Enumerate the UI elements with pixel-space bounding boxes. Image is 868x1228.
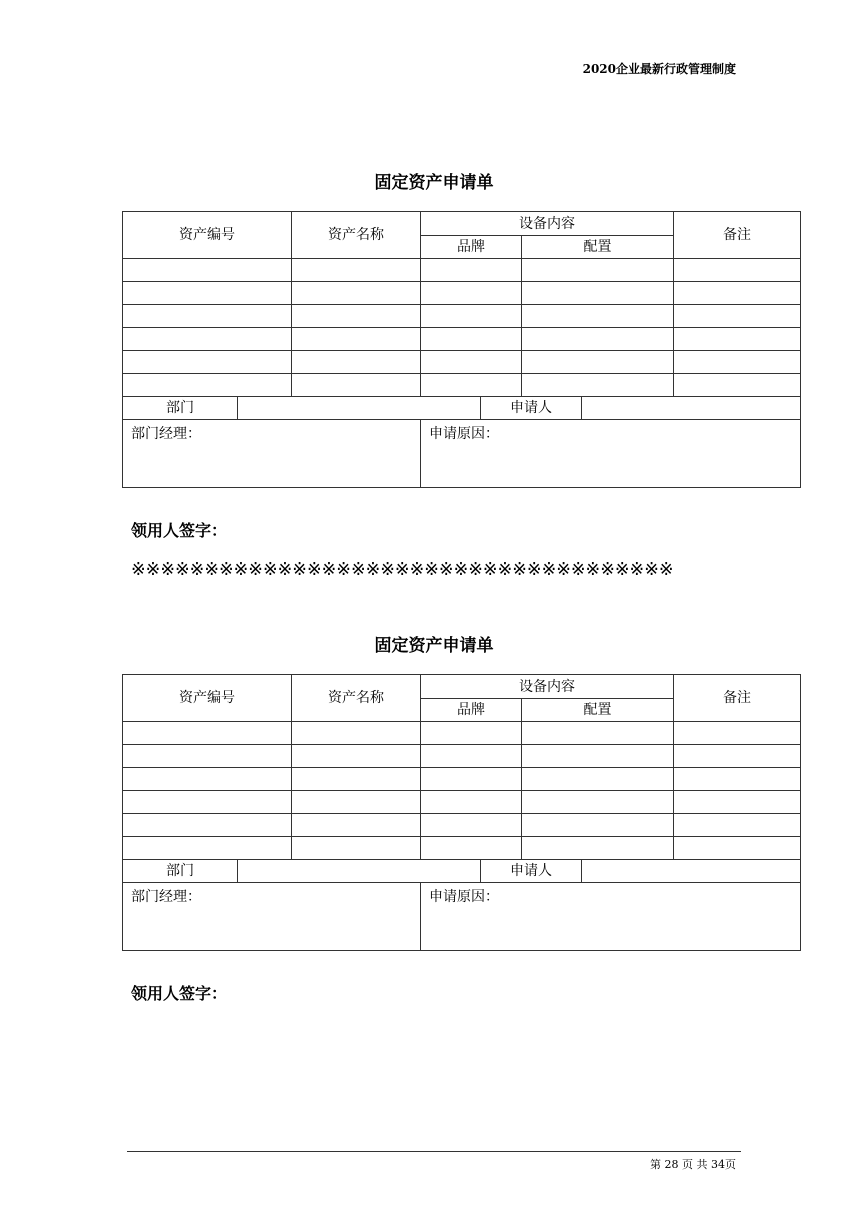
form-title: 固定资产申请单 — [374, 173, 494, 193]
table-row — [123, 837, 801, 860]
applicant-label: 申请人 — [481, 860, 582, 883]
header-asset-no: 资产编号 — [123, 675, 292, 722]
brand-cell[interactable] — [421, 814, 522, 837]
header-asset-name: 资产名称 — [292, 675, 421, 722]
remarks-cell[interactable] — [674, 351, 801, 374]
manager-field[interactable]: 部门经理： — [123, 883, 421, 951]
form-title: 固定资产申请单 — [374, 636, 494, 656]
asset-name-cell[interactable] — [292, 814, 421, 837]
remarks-cell[interactable] — [674, 745, 801, 768]
asset-name-cell[interactable] — [292, 745, 421, 768]
asset-name-cell[interactable] — [292, 791, 421, 814]
divider-stars: ※※※※※※※※※※※※※※※※※※※※※※※※※※※※※※※※※※※※※ — [131, 560, 674, 580]
asset-name-cell[interactable] — [292, 374, 421, 397]
asset-no-cell[interactable] — [123, 768, 292, 791]
brand-cell[interactable] — [421, 259, 522, 282]
asset-no-cell[interactable] — [123, 837, 292, 860]
header-config: 配置 — [522, 699, 674, 722]
table-row — [123, 814, 801, 837]
asset-name-cell[interactable] — [292, 722, 421, 745]
asset-name-cell[interactable] — [292, 305, 421, 328]
asset-no-cell[interactable] — [123, 305, 292, 328]
table-row — [123, 351, 801, 374]
header-equipment-content: 设备内容 — [421, 212, 674, 236]
department-field[interactable] — [238, 860, 481, 883]
page-header-title: 2020企业最新行政管理制度 — [582, 62, 736, 76]
table-row — [123, 374, 801, 397]
header-remarks: 备注 — [674, 212, 801, 259]
asset-no-cell[interactable] — [123, 328, 292, 351]
header-brand: 品牌 — [421, 236, 522, 259]
table-row — [123, 305, 801, 328]
brand-cell[interactable] — [421, 351, 522, 374]
asset-name-cell[interactable] — [292, 282, 421, 305]
table-row — [123, 745, 801, 768]
remarks-cell[interactable] — [674, 791, 801, 814]
brand-cell[interactable] — [421, 768, 522, 791]
config-cell[interactable] — [522, 305, 674, 328]
reason-field[interactable]: 申请原因： — [421, 883, 801, 951]
header-brand: 品牌 — [421, 699, 522, 722]
asset-no-cell[interactable] — [123, 374, 292, 397]
config-cell[interactable] — [522, 722, 674, 745]
config-cell[interactable] — [522, 328, 674, 351]
config-cell[interactable] — [522, 791, 674, 814]
remarks-cell[interactable] — [674, 328, 801, 351]
brand-cell[interactable] — [421, 837, 522, 860]
remarks-cell[interactable] — [674, 374, 801, 397]
asset-no-cell[interactable] — [123, 351, 292, 374]
remarks-cell[interactable] — [674, 305, 801, 328]
config-cell[interactable] — [522, 351, 674, 374]
remarks-cell[interactable] — [674, 282, 801, 305]
asset-request-table — [122, 211, 801, 488]
config-cell[interactable] — [522, 814, 674, 837]
asset-name-cell[interactable] — [292, 351, 421, 374]
table-row — [123, 328, 801, 351]
brand-cell[interactable] — [421, 305, 522, 328]
config-cell[interactable] — [522, 259, 674, 282]
asset-no-cell[interactable] — [123, 791, 292, 814]
header-asset-no: 资产编号 — [123, 212, 292, 259]
asset-name-cell[interactable] — [292, 837, 421, 860]
asset-no-cell[interactable] — [123, 745, 292, 768]
table-row — [123, 768, 801, 791]
department-field[interactable] — [238, 397, 481, 420]
remarks-cell[interactable] — [674, 837, 801, 860]
manager-field[interactable]: 部门经理： — [123, 420, 421, 488]
remarks-cell[interactable] — [674, 259, 801, 282]
header-remarks: 备注 — [674, 675, 801, 722]
asset-name-cell[interactable] — [292, 328, 421, 351]
remarks-cell[interactable] — [674, 814, 801, 837]
reason-field[interactable]: 申请原因： — [421, 420, 801, 488]
asset-no-cell[interactable] — [123, 259, 292, 282]
config-cell[interactable] — [522, 745, 674, 768]
config-cell[interactable] — [522, 768, 674, 791]
remarks-cell[interactable] — [674, 768, 801, 791]
applicant-field[interactable] — [582, 860, 801, 883]
signature-label: 领用人签字： — [131, 521, 228, 540]
table-row — [123, 722, 801, 745]
header-config: 配置 — [522, 236, 674, 259]
brand-cell[interactable] — [421, 745, 522, 768]
config-cell[interactable] — [522, 374, 674, 397]
asset-name-cell[interactable] — [292, 768, 421, 791]
department-label: 部门 — [123, 860, 238, 883]
brand-cell[interactable] — [421, 374, 522, 397]
department-label: 部门 — [123, 397, 238, 420]
footer-divider — [127, 1151, 741, 1152]
brand-cell[interactable] — [421, 328, 522, 351]
applicant-field[interactable] — [582, 397, 801, 420]
config-cell[interactable] — [522, 837, 674, 860]
config-cell[interactable] — [522, 282, 674, 305]
asset-no-cell[interactable] — [123, 814, 292, 837]
header-asset-name: 资产名称 — [292, 212, 421, 259]
remarks-cell[interactable] — [674, 722, 801, 745]
asset-no-cell[interactable] — [123, 282, 292, 305]
header-equipment-content: 设备内容 — [421, 675, 674, 699]
brand-cell[interactable] — [421, 791, 522, 814]
signature-label: 领用人签字： — [131, 984, 228, 1003]
table-row — [123, 791, 801, 814]
brand-cell[interactable] — [421, 282, 522, 305]
asset-request-table — [122, 674, 801, 951]
asset-no-cell[interactable] — [123, 722, 292, 745]
table-row — [123, 259, 801, 282]
page-number: 第 28 页 共 34页 — [650, 1158, 736, 1171]
asset-name-cell[interactable] — [292, 259, 421, 282]
table-row — [123, 282, 801, 305]
brand-cell[interactable] — [421, 722, 522, 745]
applicant-label: 申请人 — [481, 397, 582, 420]
